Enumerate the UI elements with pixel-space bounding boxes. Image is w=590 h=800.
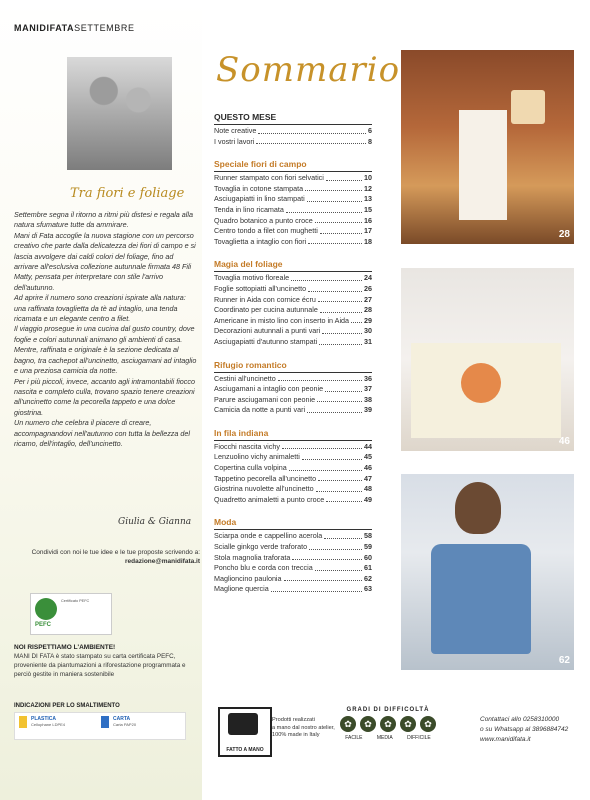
toc-entry-title: Coordinato per cucina autunnale [214,305,318,315]
toc-entry-title: Giostrina nuvolette all'uncinetto [214,484,314,494]
toc-section-title: In fila indiana [214,427,269,438]
toc-leader [318,295,362,303]
toc-entry-title: Quadro botanico a punto croce [214,215,313,225]
page-badge: 46 [558,436,570,447]
toc-entry-title: Fiocchi nascita vichy [214,441,280,451]
editorial-paragraph: Mentre, raffinata e originale è la sezione dedicata al bagno, tra cachepot all'uncinetto, asciugamani ad intaglio e una preziosa camicia da notte. [14,345,197,376]
toc-entry-title: Maglione quercia [214,584,269,594]
editorial-paragraph: Per i più piccoli, invece, accanto agli intramontabili fiocco nascita e completo culla, trovano spazio tenere creazioni all'uncinetto come la pecorella tappeto e una dolce giostrina. [14,376,195,417]
toc-entry[interactable] [214,137,372,148]
photo-autumn-kitchen [401,50,574,244]
toc-entry[interactable] [214,442,372,453]
toc-leader [305,184,362,192]
toc-entry-page: 44 [364,441,372,451]
toc-entry[interactable] [214,316,372,327]
toc-leader [289,463,362,471]
toc-entry-title: Cestini all'uncinetto [214,373,276,383]
toc-leader [284,574,362,582]
difficulty-easy: FACILE [345,735,363,741]
toc-leader [315,216,362,224]
environment-title: NOI RISPETTIAMO L'AMBIENTE! [14,644,116,651]
plastic-sub: Cellophane LDPE4 [31,722,66,727]
toc-entry-title: Tenda in lino ricamata [214,204,284,214]
toc-entry[interactable] [214,305,372,316]
toc-entry[interactable] [214,374,372,385]
toc-entry-title: Centro tondo a filet con mughetti [214,226,318,236]
toc-entry-page: 17 [364,226,372,236]
toc-leader [256,137,366,145]
toc-entry[interactable] [214,284,372,295]
toc-entry[interactable] [214,216,372,227]
toc-entry-page: 24 [364,273,372,283]
toc-leader [271,584,362,592]
toc-entry-page: 36 [364,373,372,383]
difficulty-hard: DIFFICILE [407,735,431,741]
toc-entry-title: Tovaglia in cotone stampata [214,183,304,193]
toc-entry-page: 29 [364,315,372,325]
toc-entry-page: 18 [364,236,372,246]
toc-entry-page: 37 [364,384,372,394]
toc-entry[interactable] [214,384,372,395]
environment-text: MANI DI FATA è stato stampato su carta certificata PEFC, proveniente da piantumazioni a riforestazione programmata e perciò gestite in maniera sostenibile [14,653,186,678]
signature: Giulia & Gianna [118,517,192,527]
handmade-line: a mano dal nostro atelier, [272,724,335,731]
toc-entry[interactable] [214,194,372,205]
paper-label: CARTA [113,716,131,722]
toc-entry-title: Foglie sottopiatti all'uncinetto [214,283,307,293]
disposal-plastic [31,716,65,728]
toc-entry[interactable] [214,326,372,337]
disposal-box [14,712,186,740]
toc-leader [308,284,362,292]
pefc-cert-text: Certificato PEFC [61,599,90,603]
toc-entry-title: Asciugapiatti in lino stampati [214,194,305,204]
toc-leader [320,226,362,234]
paper-bin-icon [101,716,109,728]
toc-entry-title: Copertina culla volpina [214,463,287,473]
toc-entry-page: 46 [364,463,372,473]
contact-whatsapp[interactable]: o su Whatsapp al 3896884742 [480,726,569,733]
towel-shape [459,110,507,220]
toc-entry-title: Americane in misto lino con inserto in Aida [214,315,350,325]
toc-entry-title: Stola magnolia traforata [214,552,291,562]
editorial-paragraph: Un numero che celebra il piacere di creare, accompagnandovi nell'autunno con tutta la bellezza del ricamo, dell'intaglio, dell'uncinetto. [14,418,190,448]
toc-leader [258,126,366,134]
leaf-icon: ✿ [420,716,436,732]
difficulty-medium: MEDIA [376,735,393,741]
pefc-certificate [30,593,112,635]
toc-entry-page: 27 [364,294,372,304]
sewing-machine-icon [228,713,258,735]
editorial-paragraph: Il viaggio prosegue in una cucina dal gusto country, dove foglie e colori autunnali animano gli ambienti di casa. [14,324,195,344]
toc-entry[interactable] [214,237,372,248]
leaf-icon: ✿ [400,716,416,732]
toc-section-title: Magia del foliage [214,259,283,270]
toc-leader [326,173,362,181]
toc-entry[interactable] [214,542,372,553]
toc-entry-title: Runner in Aida con cornice écru [214,294,316,304]
toc-leader [326,495,362,503]
toc-divider [214,171,372,172]
toc-entry-title: Asciugapiatti d'autunno stampati [214,336,318,346]
toc-entry[interactable] [214,553,372,564]
toc-entry-title: Parure asciugamani con peonie [214,394,316,404]
toc-entry[interactable] [214,173,372,184]
toc-leader [316,484,362,492]
contact-info [480,715,568,745]
toc-leader [308,237,362,245]
page-badge: 62 [558,655,570,666]
toc-leader [324,531,362,539]
toc-leader [315,563,362,571]
toc-entry[interactable] [214,184,372,195]
toc-entry-title: Decorazioni autunnali a punti vari [214,326,321,336]
toc-entry-title: Asciugamani a intaglio con peonie [214,384,324,394]
toc-entry[interactable] [214,337,372,348]
toc-entry[interactable] [214,126,372,137]
toc-entry-page: 58 [364,531,372,541]
toc-entry-page: 45 [364,452,372,462]
toc-leader [278,374,362,382]
editorial-paragraph: Ad aprire il numero sono creazioni ispirate alla natura: una raffinata tovaglietta da tè ad intaglio, una tenda ricamata e un elegante centro a filet. [14,293,186,324]
toc-entry-page: 26 [364,283,372,293]
table-of-contents [214,112,372,595]
toc-entry-title: I vostri lavori [214,136,255,146]
toc-entry-title: Lenzuolino vichy animaletti [214,452,300,462]
toc-leader [291,273,362,281]
difficulty-legend [338,707,438,741]
issue-month: SETTEMBRE [74,23,135,33]
toc-entry[interactable] [214,463,372,474]
toc-section-title: Moda [214,517,237,528]
toc-entry-page: 59 [364,542,372,552]
editorial-paragraph: Settembre segna il ritorno a ritmi più distesi e regala alla natura sfumature tutte da ammirare. [14,210,193,230]
toc-entry-title: Scialle ginkgo verde traforato [214,542,308,552]
handmade-line: 100% made in Italy [272,732,320,738]
toc-leader [322,326,362,334]
editorial-text [14,210,198,449]
contact-website[interactable]: www.manidifata.it [480,736,531,743]
toc-entry-title: Maglioncino paulonia [214,573,282,583]
page-title: Sommario [216,50,401,90]
toc-entry[interactable] [214,495,372,506]
toc-leader [318,474,362,482]
toc-divider [214,124,372,125]
toc-section-title: QUESTO MESE [214,112,277,122]
magazine-header [14,23,135,33]
toc-entry-page: 30 [364,326,372,336]
toc-entry[interactable] [214,563,372,574]
toc-section-title: Speciale fiori di campo [214,159,307,170]
toc-leader [307,194,362,202]
toc-entry-page: 38 [364,394,372,404]
toc-entry-title: Tovaglia motivo floreale [214,273,290,283]
toc-entry-title: Tappetino pecorella all'uncinetto [214,473,317,483]
toc-entry[interactable] [214,205,372,216]
pefc-tree-icon [35,598,57,620]
toc-entry-title: Sciarpa onde e cappellino acerola [214,531,323,541]
plastic-label: PLASTICA [31,716,56,722]
leaf-icon: ✿ [340,716,356,732]
toc-entry-page: 48 [364,484,372,494]
share-text: Condividi con noi le tue idee e le tue proposte scrivendo a: [31,549,200,556]
toc-leader [302,452,362,460]
contact-phone[interactable]: Contattaci allo 0258310000 [480,716,560,723]
toc-entry-page: 12 [364,183,372,193]
toc-entry[interactable] [214,395,372,406]
toc-entry-page: 62 [364,573,372,583]
toc-entry-page: 49 [364,494,372,504]
toc-leader [319,337,362,345]
toc-divider [214,529,372,530]
toc-leader [292,553,362,561]
toc-entry[interactable] [214,295,372,306]
toc-entry[interactable] [214,273,372,284]
toc-leader [282,442,362,450]
toc-entry[interactable] [214,474,372,485]
share-note [30,548,200,566]
handmade-logo [218,707,272,757]
toc-entry[interactable] [214,405,372,416]
brand-name: MANIDIFATA [14,23,75,33]
toc-entry[interactable] [214,484,372,495]
vest-shape [431,544,531,654]
toc-entry-title: Runner stampato con fiori selvatici [214,173,324,183]
toc-entry[interactable] [214,574,372,585]
disposal-paper [113,716,136,728]
pefc-logo-text: PEFC [35,622,52,628]
editors-photo [67,57,172,170]
toc-entry-page: 39 [364,405,372,415]
toc-divider [214,271,372,272]
toc-entry-page: 8 [368,136,372,146]
toc-entry-title: Poncho blu e corda con treccia [214,563,313,573]
toc-entry-page: 61 [364,563,372,573]
toc-leader [309,542,362,550]
toc-entry-page: 28 [364,305,372,315]
editorial-paragraph: Mani di Fata accoglie la nuova stagione con un percorso creativo che parte dalla delicatezza dei fiori di campo e si lascia avvolgere dai caldi colori del foliage, fino ad arrivare all'esclusiva collezione autunnale firmata 48 Fili Matty, pensata per interpretare con stile l'arrivo dell'autunno. [14,230,196,292]
difficulty-title: GRADI DI DIFFICOLTÀ [346,707,430,713]
toc-entry-title: Tovaglietta a intaglio con fiori [214,236,307,246]
leaf-icon: ✿ [380,716,396,732]
page-badge: 28 [558,229,570,240]
toc-entry[interactable] [214,584,372,595]
toc-entry[interactable] [214,452,372,463]
potholder-shape [511,90,545,124]
toc-entry-page: 16 [364,215,372,225]
photo-knit-vest [401,474,574,670]
toc-entry-page: 10 [364,173,372,183]
toc-entry-page: 6 [368,126,372,135]
toc-leader [325,384,362,392]
editorial-title: Tra fiori e foliage [70,186,185,201]
leaf-icon: ✿ [360,716,376,732]
toc-section-title: Rifugio romantico [214,359,287,370]
share-email-link[interactable]: redazione@manidifata.it [125,558,200,565]
toc-leader [286,205,362,213]
paper-sub: Carta PAP20 [113,722,137,727]
toc-leader [307,405,362,413]
toc-entry-page: 13 [364,194,372,204]
toc-divider [214,440,372,441]
toc-entry-title: Camicia da notte a punti vari [214,405,306,415]
handmade-note [272,717,335,740]
handmade-line: Prodotti realizzati [272,717,315,723]
toc-entry-page: 31 [364,336,372,346]
disposal-title: INDICAZIONI PER LO SMALTIMENTO [14,703,120,709]
toc-leader [351,316,362,324]
toc-divider [214,372,372,373]
toc-leader [320,305,362,313]
hair-shape [455,482,501,534]
toc-entry[interactable] [214,226,372,237]
plastic-bin-icon [19,716,27,728]
toc-entry-page: 47 [364,473,372,483]
toc-entry-page: 63 [364,584,372,594]
fox-shape [461,363,501,403]
toc-leader [317,395,362,403]
photo-baby-blanket [401,268,574,451]
handmade-logo-text: FATTO A MANO [226,747,264,753]
toc-entry-title: Quadretto animaletti a punto croce [214,494,325,504]
toc-entry-page: 15 [364,204,372,214]
toc-entry-page: 60 [364,552,372,562]
toc-entry[interactable] [214,531,372,542]
toc-entry-title: Note creative [214,126,257,135]
